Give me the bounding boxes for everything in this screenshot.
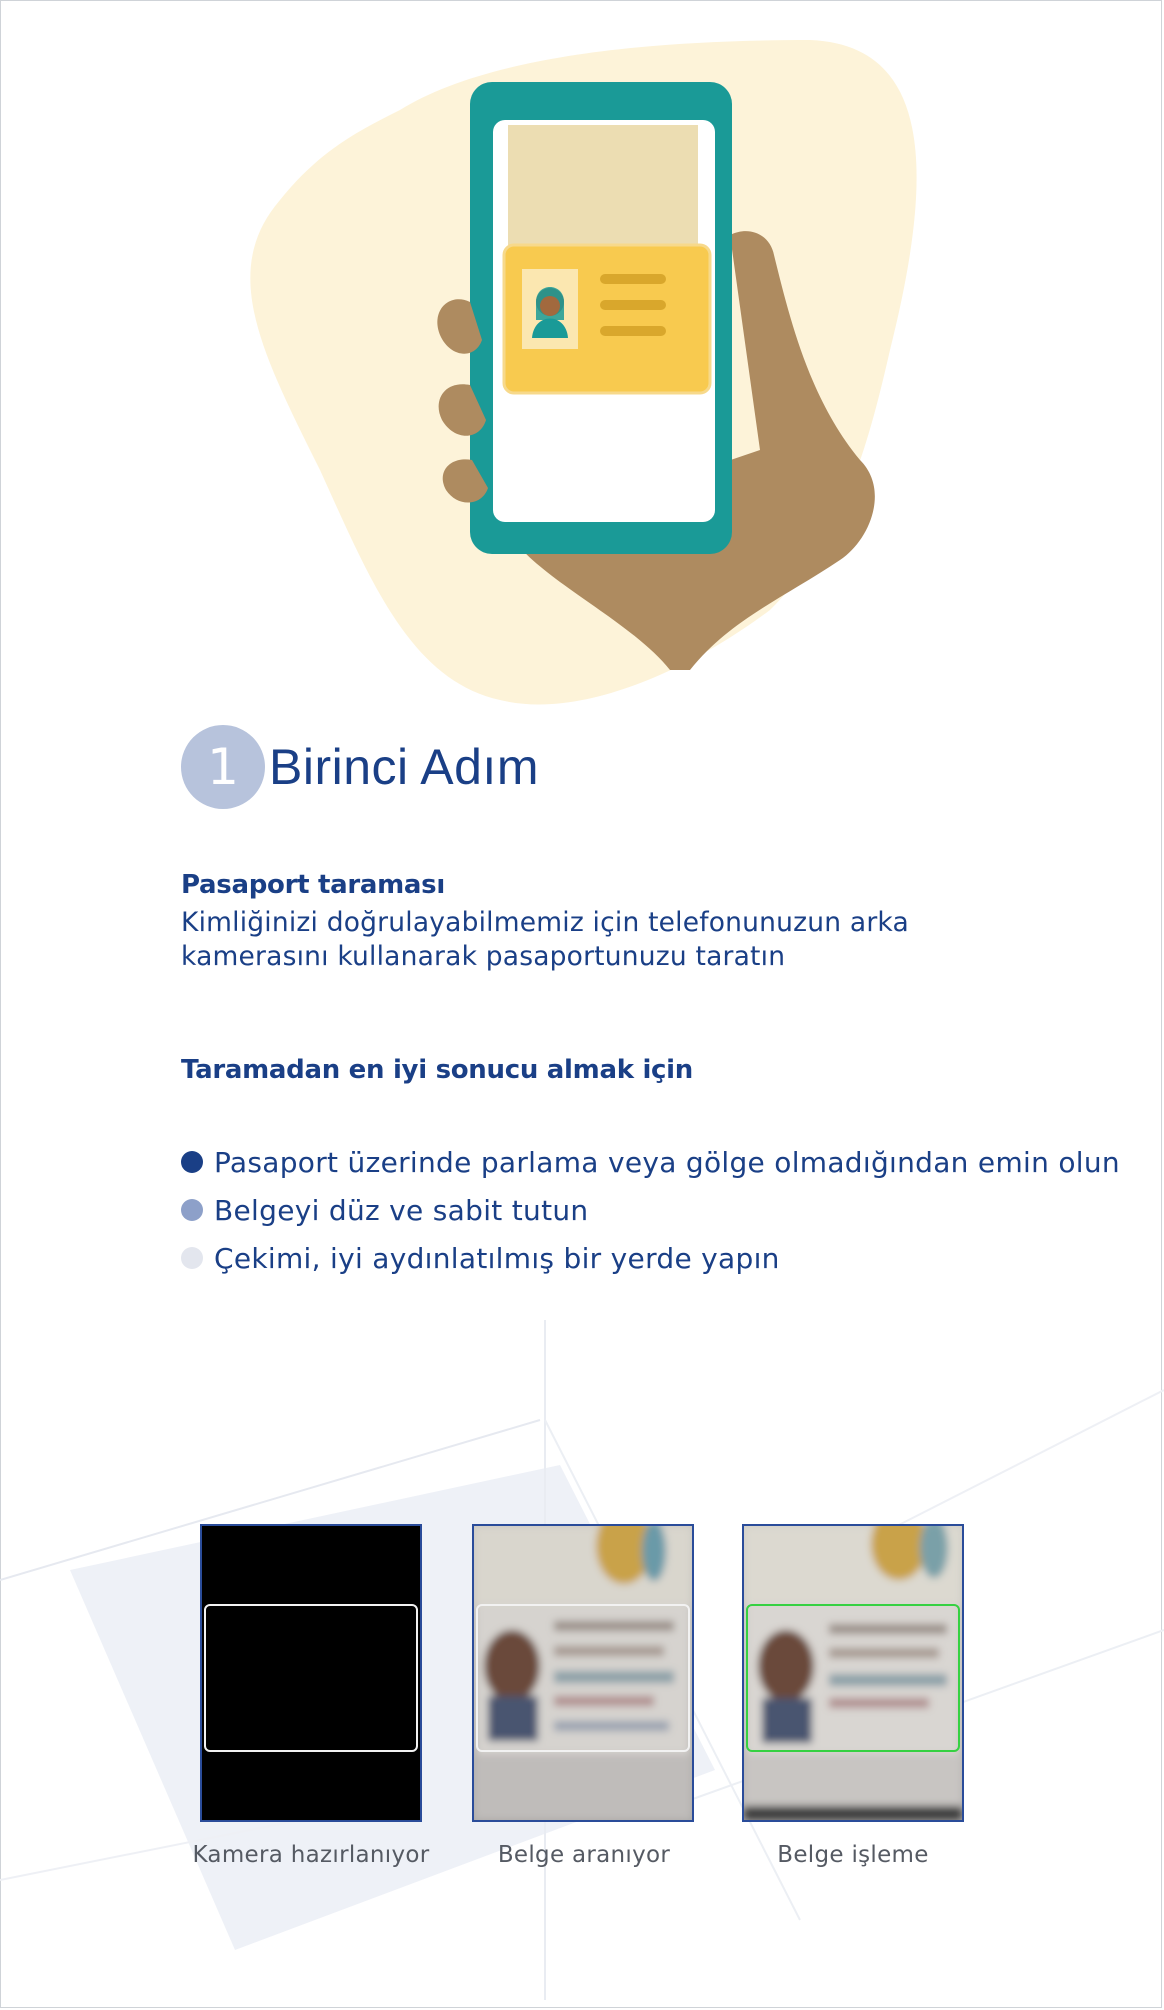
scan-frame-detected (746, 1604, 960, 1752)
passport-scan-title: Pasaport taraması (181, 870, 445, 900)
camera-preparing-preview (200, 1524, 422, 1822)
bullet-icon (181, 1151, 203, 1173)
document-processing-label: Belge işleme (777, 1842, 929, 1868)
bullet-icon (181, 1247, 203, 1269)
tip-item (181, 1234, 1120, 1282)
document-searching-preview (472, 1524, 694, 1822)
scan-frame (204, 1604, 418, 1752)
step-title: Birinci Adım (269, 739, 539, 795)
bullet-icon (181, 1199, 203, 1221)
hero-illustration (250, 20, 930, 720)
camera-preparing-label: Kamera hazırlanıyor (192, 1842, 430, 1868)
document-searching-label: Belge aranıyor (497, 1842, 671, 1868)
tip-item (181, 1138, 1120, 1186)
document-processing-preview (742, 1524, 964, 1822)
tip-text: Çekimi, iyi aydınlatılmış bir yerde yapın (214, 1241, 780, 1275)
step-heading (181, 722, 539, 812)
tip-item (181, 1186, 1120, 1234)
scan-frame (476, 1604, 690, 1752)
best-result-title: Taramadan en iyi sonucu almak için (181, 1055, 693, 1085)
tip-text: Belgeyi düz ve sabit tutun (214, 1193, 589, 1227)
tip-text: Pasaport üzerinde parlama veya gölge olmadığından emin olun (214, 1145, 1120, 1179)
passport-scan-description: Kimliğinizi doğrulayabilmemiz için telefonunuzun arka kamerasını kullanarak pasaportunuzu taratın (181, 907, 909, 972)
step-number-badge: 1 (181, 725, 265, 809)
tips-list (181, 1138, 1120, 1282)
